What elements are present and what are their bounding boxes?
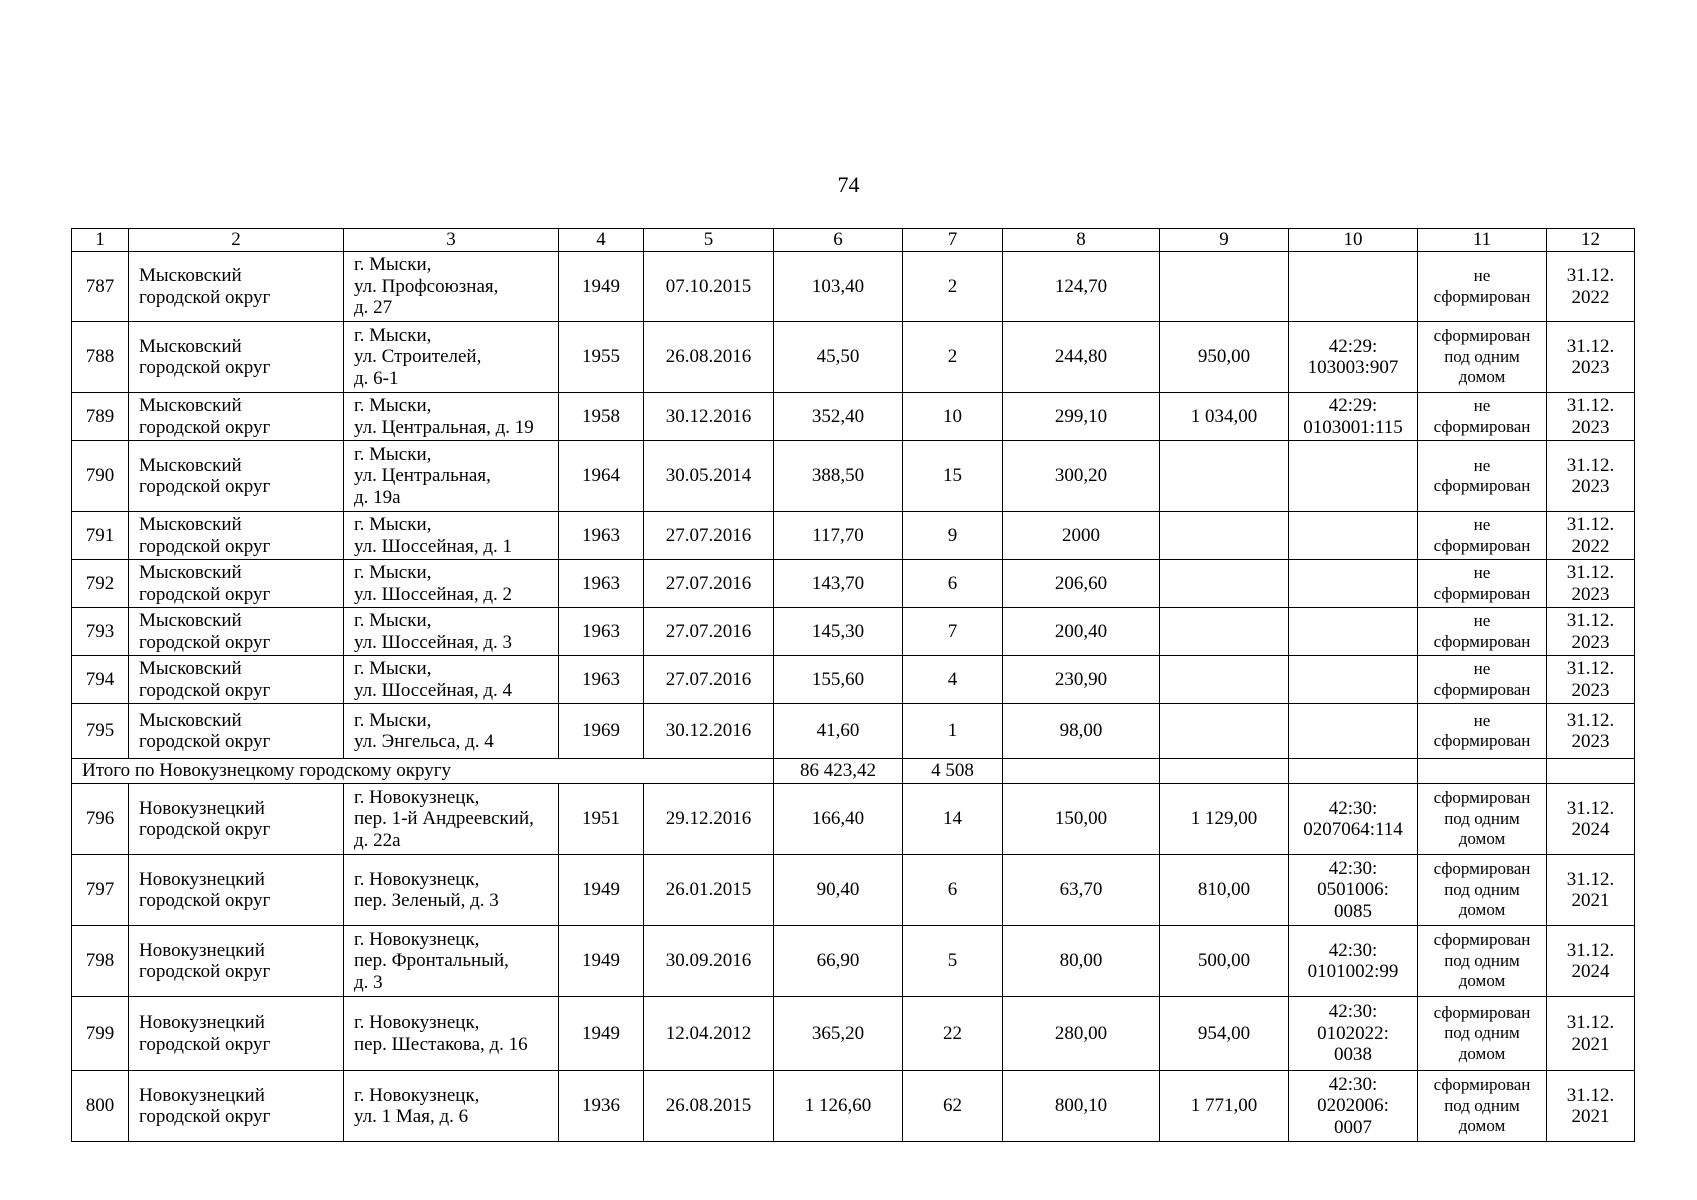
row-number-cell: 797 <box>72 855 129 926</box>
district-cell: Мысковский городской округ <box>129 252 344 322</box>
column-8-cell: 299,10 <box>1003 393 1160 441</box>
row-number-cell: 796 <box>72 784 129 855</box>
residents-cell: 15 <box>903 441 1003 512</box>
column-9-cell: 954,00 <box>1160 997 1289 1071</box>
column-8-cell: 244,80 <box>1003 322 1160 393</box>
table-row <box>72 512 1635 560</box>
column-9-cell: 1 129,00 <box>1160 784 1289 855</box>
build-year-cell: 1955 <box>559 322 644 393</box>
area-cell: 155,60 <box>774 656 903 704</box>
residents-cell: 1 <box>903 704 1003 759</box>
address-cell: г. Мыски, ул. Энгельса, д. 4 <box>344 704 559 759</box>
table-row <box>72 393 1635 441</box>
address-cell: г. Мыски, ул. Центральная, д. 19 <box>344 393 559 441</box>
column-9-cell <box>1160 441 1289 512</box>
column-header: 3 <box>344 229 559 252</box>
column-8-cell: 200,40 <box>1003 608 1160 656</box>
area-cell: 143,70 <box>774 560 903 608</box>
table-row <box>72 997 1635 1071</box>
cadastral-number-cell <box>1289 512 1418 560</box>
residents-cell: 14 <box>903 784 1003 855</box>
table-row <box>72 322 1635 393</box>
table-row <box>72 608 1635 656</box>
area-cell: 66,90 <box>774 926 903 997</box>
recognition-date-cell: 27.07.2016 <box>644 512 774 560</box>
empty-cell <box>1160 759 1289 784</box>
build-year-cell: 1936 <box>559 1071 644 1142</box>
deadline-cell: 31.12. 2023 <box>1547 322 1635 393</box>
district-cell: Новокузнецкий городской округ <box>129 997 344 1071</box>
deadline-cell: 31.12. 2023 <box>1547 704 1635 759</box>
table-row <box>72 560 1635 608</box>
area-cell: 117,70 <box>774 512 903 560</box>
deadline-cell: 31.12. 2023 <box>1547 393 1635 441</box>
table-row <box>72 252 1635 322</box>
table-row <box>72 926 1635 997</box>
recognition-date-cell: 26.08.2015 <box>644 1071 774 1142</box>
column-9-cell <box>1160 512 1289 560</box>
residents-cell: 7 <box>903 608 1003 656</box>
recognition-date-cell: 26.01.2015 <box>644 855 774 926</box>
build-year-cell: 1963 <box>559 656 644 704</box>
build-year-cell: 1963 <box>559 560 644 608</box>
district-cell: Мысковский городской округ <box>129 704 344 759</box>
land-status-cell: сформирован под одним домом <box>1418 784 1547 855</box>
cadastral-number-cell <box>1289 560 1418 608</box>
district-cell: Мысковский городской округ <box>129 393 344 441</box>
table-row <box>72 441 1635 512</box>
build-year-cell: 1951 <box>559 784 644 855</box>
column-header: 5 <box>644 229 774 252</box>
deadline-cell: 31.12. 2021 <box>1547 1071 1635 1142</box>
area-cell: 90,40 <box>774 855 903 926</box>
district-cell: Мысковский городской округ <box>129 512 344 560</box>
column-8-cell: 280,00 <box>1003 997 1160 1071</box>
land-status-cell: не сформирован <box>1418 704 1547 759</box>
deadline-cell: 31.12. 2024 <box>1547 926 1635 997</box>
land-status-cell: сформирован под одним домом <box>1418 926 1547 997</box>
column-9-cell <box>1160 608 1289 656</box>
recognition-date-cell: 30.12.2016 <box>644 393 774 441</box>
recognition-date-cell: 27.07.2016 <box>644 608 774 656</box>
recognition-date-cell: 12.04.2012 <box>644 997 774 1071</box>
total-section <box>72 759 1635 784</box>
land-status-cell: не сформирован <box>1418 252 1547 322</box>
novokuznetsk-rows <box>72 784 1635 1142</box>
recognition-date-cell: 26.08.2016 <box>644 322 774 393</box>
deadline-cell: 31.12. 2021 <box>1547 855 1635 926</box>
land-status-cell: не сформирован <box>1418 560 1547 608</box>
empty-cell <box>1289 759 1418 784</box>
column-8-cell: 300,20 <box>1003 441 1160 512</box>
column-header: 9 <box>1160 229 1289 252</box>
address-cell: г. Мыски, ул. Шоссейная, д. 1 <box>344 512 559 560</box>
build-year-cell: 1958 <box>559 393 644 441</box>
recognition-date-cell: 27.07.2016 <box>644 560 774 608</box>
myski-rows <box>72 252 1635 759</box>
deadline-cell: 31.12. 2023 <box>1547 560 1635 608</box>
area-cell: 1 126,60 <box>774 1071 903 1142</box>
district-cell: Новокузнецкий городской округ <box>129 926 344 997</box>
total-label: Итого по Новокузнецкому городскому округу <box>72 759 774 784</box>
row-number-cell: 790 <box>72 441 129 512</box>
address-cell: г. Мыски, ул. Строителей, д. 6-1 <box>344 322 559 393</box>
column-9-cell <box>1160 252 1289 322</box>
row-number-cell: 798 <box>72 926 129 997</box>
area-cell: 41,60 <box>774 704 903 759</box>
column-8-cell: 80,00 <box>1003 926 1160 997</box>
district-cell: Мысковский городской округ <box>129 560 344 608</box>
row-number-cell: 792 <box>72 560 129 608</box>
total-residents: 4 508 <box>903 759 1003 784</box>
residents-cell: 2 <box>903 322 1003 393</box>
column-8-cell: 206,60 <box>1003 560 1160 608</box>
total-area: 86 423,42 <box>774 759 903 784</box>
land-status-cell: сформирован под одним домом <box>1418 855 1547 926</box>
column-8-cell: 800,10 <box>1003 1071 1160 1142</box>
build-year-cell: 1969 <box>559 704 644 759</box>
build-year-cell: 1964 <box>559 441 644 512</box>
deadline-cell: 31.12. 2021 <box>1547 997 1635 1071</box>
column-9-cell <box>1160 560 1289 608</box>
land-status-cell: сформирован под одним домом <box>1418 322 1547 393</box>
district-cell: Мысковский городской округ <box>129 656 344 704</box>
build-year-cell: 1949 <box>559 855 644 926</box>
address-cell: г. Мыски, ул. Шоссейная, д. 3 <box>344 608 559 656</box>
district-cell: Мысковский городской округ <box>129 322 344 393</box>
land-status-cell: сформирован под одним домом <box>1418 1071 1547 1142</box>
address-cell: г. Мыски, ул. Шоссейная, д. 2 <box>344 560 559 608</box>
build-year-cell: 1949 <box>559 926 644 997</box>
area-cell: 103,40 <box>774 252 903 322</box>
area-cell: 145,30 <box>774 608 903 656</box>
cadastral-number-cell <box>1289 656 1418 704</box>
row-number-cell: 795 <box>72 704 129 759</box>
recognition-date-cell: 27.07.2016 <box>644 656 774 704</box>
column-8-cell: 63,70 <box>1003 855 1160 926</box>
address-cell: г. Новокузнецк, ул. 1 Мая, д. 6 <box>344 1071 559 1142</box>
column-9-cell: 1 771,00 <box>1160 1071 1289 1142</box>
row-number-cell: 787 <box>72 252 129 322</box>
build-year-cell: 1949 <box>559 252 644 322</box>
total-row <box>72 759 1635 784</box>
deadline-cell: 31.12. 2022 <box>1547 512 1635 560</box>
recognition-date-cell: 30.05.2014 <box>644 441 774 512</box>
land-status-cell: не сформирован <box>1418 512 1547 560</box>
land-status-cell: не сформирован <box>1418 393 1547 441</box>
district-cell: Новокузнецкий городской округ <box>129 784 344 855</box>
deadline-cell: 31.12. 2024 <box>1547 784 1635 855</box>
column-header: 1 <box>72 229 129 252</box>
column-9-cell: 810,00 <box>1160 855 1289 926</box>
residents-cell: 22 <box>903 997 1003 1071</box>
housing-register-table <box>71 228 1635 1142</box>
cadastral-number-cell: 42:30: 0501006: 0085 <box>1289 855 1418 926</box>
residents-cell: 62 <box>903 1071 1003 1142</box>
residents-cell: 5 <box>903 926 1003 997</box>
column-8-cell: 150,00 <box>1003 784 1160 855</box>
column-9-cell <box>1160 704 1289 759</box>
table-row <box>72 784 1635 855</box>
column-9-cell: 1 034,00 <box>1160 393 1289 441</box>
page-number: 74 <box>837 172 860 197</box>
address-cell: г. Мыски, ул. Шоссейная, д. 4 <box>344 656 559 704</box>
land-status-cell: сформирован под одним домом <box>1418 997 1547 1071</box>
land-status-cell: не сформирован <box>1418 656 1547 704</box>
residents-cell: 10 <box>903 393 1003 441</box>
empty-cell <box>1003 759 1160 784</box>
deadline-cell: 31.12. 2023 <box>1547 441 1635 512</box>
deadline-cell: 31.12. 2022 <box>1547 252 1635 322</box>
district-cell: Новокузнецкий городской округ <box>129 855 344 926</box>
cadastral-number-cell <box>1289 704 1418 759</box>
column-header: 6 <box>774 229 903 252</box>
land-status-cell: не сформирован <box>1418 441 1547 512</box>
area-cell: 388,50 <box>774 441 903 512</box>
recognition-date-cell: 07.10.2015 <box>644 252 774 322</box>
column-number-header-row <box>72 229 1635 252</box>
area-cell: 45,50 <box>774 322 903 393</box>
row-number-cell: 791 <box>72 512 129 560</box>
address-cell: г. Новокузнецк, пер. Шестакова, д. 16 <box>344 997 559 1071</box>
row-number-cell: 800 <box>72 1071 129 1142</box>
residents-cell: 2 <box>903 252 1003 322</box>
column-header: 2 <box>129 229 344 252</box>
cadastral-number-cell: 42:30: 0101002:99 <box>1289 926 1418 997</box>
column-header: 11 <box>1418 229 1547 252</box>
land-status-cell: не сформирован <box>1418 608 1547 656</box>
column-header: 8 <box>1003 229 1160 252</box>
empty-cell <box>1418 759 1547 784</box>
column-header: 7 <box>903 229 1003 252</box>
column-9-cell <box>1160 656 1289 704</box>
address-cell: г. Новокузнецк, пер. 1-й Андреевский, д. 22а <box>344 784 559 855</box>
area-cell: 352,40 <box>774 393 903 441</box>
deadline-cell: 31.12. 2023 <box>1547 656 1635 704</box>
column-8-cell: 2000 <box>1003 512 1160 560</box>
column-9-cell: 500,00 <box>1160 926 1289 997</box>
cadastral-number-cell: 42:29: 103003:907 <box>1289 322 1418 393</box>
table-row <box>72 704 1635 759</box>
recognition-date-cell: 30.12.2016 <box>644 704 774 759</box>
column-9-cell: 950,00 <box>1160 322 1289 393</box>
empty-cell <box>1547 759 1635 784</box>
row-number-cell: 794 <box>72 656 129 704</box>
address-cell: г. Новокузнецк, пер. Зеленый, д. 3 <box>344 855 559 926</box>
column-header: 10 <box>1289 229 1418 252</box>
table-row <box>72 855 1635 926</box>
recognition-date-cell: 29.12.2016 <box>644 784 774 855</box>
cadastral-number-cell: 42:30: 0207064:114 <box>1289 784 1418 855</box>
district-cell: Новокузнецкий городской округ <box>129 1071 344 1142</box>
area-cell: 166,40 <box>774 784 903 855</box>
cadastral-number-cell <box>1289 441 1418 512</box>
district-cell: Мысковский городской округ <box>129 608 344 656</box>
cadastral-number-cell: 42:30: 0102022: 0038 <box>1289 997 1418 1071</box>
row-number-cell: 788 <box>72 322 129 393</box>
table-row <box>72 656 1635 704</box>
column-8-cell: 230,90 <box>1003 656 1160 704</box>
residents-cell: 6 <box>903 560 1003 608</box>
column-8-cell: 98,00 <box>1003 704 1160 759</box>
cadastral-number-cell <box>1289 252 1418 322</box>
district-cell: Мысковский городской округ <box>129 441 344 512</box>
column-header: 12 <box>1547 229 1635 252</box>
column-8-cell: 124,70 <box>1003 252 1160 322</box>
row-number-cell: 789 <box>72 393 129 441</box>
row-number-cell: 799 <box>72 997 129 1071</box>
row-number-cell: 793 <box>72 608 129 656</box>
build-year-cell: 1963 <box>559 608 644 656</box>
deadline-cell: 31.12. 2023 <box>1547 608 1635 656</box>
build-year-cell: 1963 <box>559 512 644 560</box>
column-header: 4 <box>559 229 644 252</box>
table-row <box>72 1071 1635 1142</box>
residents-cell: 9 <box>903 512 1003 560</box>
recognition-date-cell: 30.09.2016 <box>644 926 774 997</box>
residents-cell: 6 <box>903 855 1003 926</box>
address-cell: г. Мыски, ул. Центральная, д. 19а <box>344 441 559 512</box>
address-cell: г. Мыски, ул. Профсоюзная, д. 27 <box>344 252 559 322</box>
cadastral-number-cell <box>1289 608 1418 656</box>
cadastral-number-cell: 42:30: 0202006: 0007 <box>1289 1071 1418 1142</box>
build-year-cell: 1949 <box>559 997 644 1071</box>
address-cell: г. Новокузнецк, пер. Фронтальный, д. 3 <box>344 926 559 997</box>
area-cell: 365,20 <box>774 997 903 1071</box>
cadastral-number-cell: 42:29: 0103001:115 <box>1289 393 1418 441</box>
residents-cell: 4 <box>903 656 1003 704</box>
